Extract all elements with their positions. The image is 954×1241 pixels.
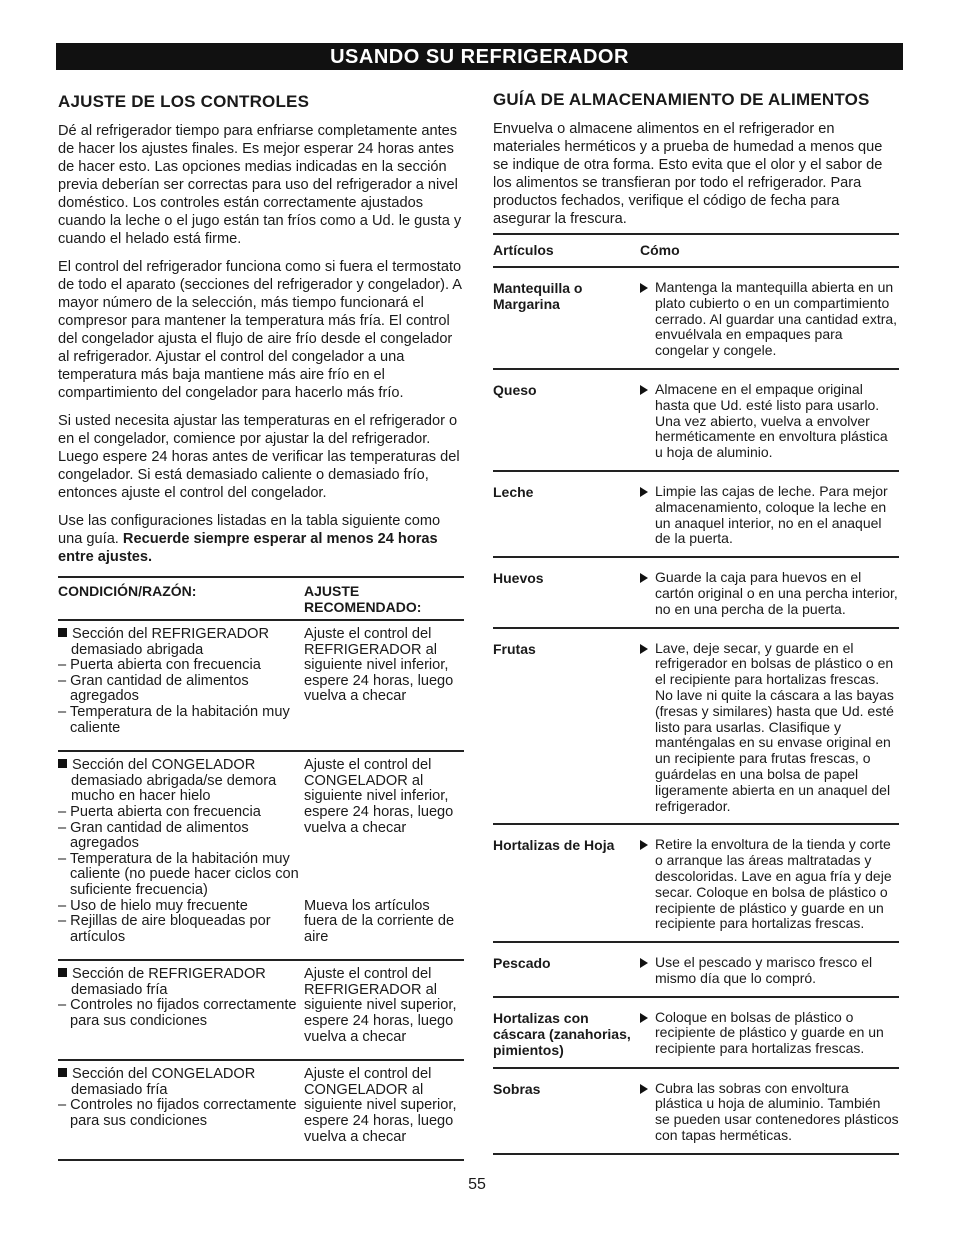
storage-instruction xyxy=(640,484,899,547)
table-row xyxy=(493,472,899,558)
condition-text: Sección de REFRIGERADOR demasiado fría xyxy=(71,966,266,998)
items-header: Artículos xyxy=(493,242,554,258)
condition-group xyxy=(58,1067,464,1145)
instruction-text: Use el pescado y marisco fresco el mismo día que lo compró. xyxy=(655,954,873,986)
condition-group xyxy=(58,899,464,946)
reason-line: – Gran cantidad de alimentos agregados xyxy=(58,819,249,852)
reason-line: – Controles no fijados correctamente para sus condiciones xyxy=(58,997,297,1030)
guide-note: Use las configuraciones listadas en la tabla siguiente como una guía. xyxy=(58,513,441,547)
storage-heading: GUÍA DE ALMACENAMIENTO DE ALIMENTOS xyxy=(493,90,870,109)
food-item: Frutas xyxy=(493,640,536,657)
storage-column xyxy=(493,90,899,1155)
controls-paragraph-1: Dé al refrigerador tiempo para enfriarse completamente antes de hacer los ajustes finales. Es mejor esperar 24 horas antes de hacer esto. Las opciones medias indicadas en la sección previa deberían ser correctas para uso del refrigerador a nivel doméstico. Los controles están correctamente ajustados cuando la leche o el jugo están tan fríos como a Ud. le gusta y cuando el helado está firme. xyxy=(58,123,462,247)
reason-line: – Gran cantidad de alimentos agregados xyxy=(58,672,249,705)
reason-line: – Temperatura de la habitación muy caliente xyxy=(58,703,290,736)
table-row xyxy=(493,943,899,998)
storage-instruction xyxy=(640,280,899,359)
wait-reminder: Recuerde siempre esperar al menos 24 horas entre ajustes. xyxy=(58,531,438,565)
table-row xyxy=(493,825,899,943)
controls-column xyxy=(58,90,464,1161)
condition-cell xyxy=(58,899,304,946)
triangle-bullet-icon xyxy=(640,1084,648,1094)
instruction-text: Retire la envoltura de la tienda y corte o arranque las áreas maltratadas y descoloridas. Lave en agua fría y deje secar. Coloque en bolsa de plástico o recipiente de plástico y guarde en un recipiente para hortalizas frescas. xyxy=(655,836,892,932)
food-item: Huevos xyxy=(493,570,544,587)
triangle-bullet-icon xyxy=(640,385,648,395)
square-bullet-icon xyxy=(58,628,67,637)
reason-line: – Uso de hielo muy frecuente xyxy=(58,897,248,914)
storage-instruction xyxy=(640,837,899,932)
triangle-bullet-icon xyxy=(640,840,648,850)
triangle-bullet-icon xyxy=(640,958,648,968)
condition-text: Sección del CONGELADOR demasiado abrigada/se demora mucho en hacer hielo xyxy=(71,757,277,805)
instruction-text: Guarde la caja para huevos en el cartón original o en una percha interior, no en una percha de la puerta. xyxy=(655,569,898,617)
storage-intro: Envuelva o almacene alimentos en el refrigerador en materiales herméticos y a prueba de humedad a menos que se indique de otra forma. Esto evita que el olor y el sabor de los alimentos se transfieran por todo el refrigerador. Para productos fechados, verifique el código de fecha para asegurar la frescura. xyxy=(493,121,883,227)
page-number: 55 xyxy=(468,1176,486,1193)
triangle-bullet-icon xyxy=(640,1013,648,1023)
table-row xyxy=(493,268,899,370)
table-row xyxy=(493,1069,899,1155)
setting-header: AJUSTE RECOMENDADO: xyxy=(304,583,422,615)
table-row xyxy=(493,370,899,472)
storage-instruction xyxy=(640,570,899,617)
table-row xyxy=(58,961,464,1061)
table-row xyxy=(493,998,899,1069)
condition-main xyxy=(58,1067,304,1098)
instruction-text: Cubra las sobras con envoltura plástica u hoja de aluminio. También se pueden usar contenedores plásticos con tapas herméticas. xyxy=(655,1079,899,1144)
food-item: Leche xyxy=(493,483,534,500)
recommended-setting: Mueva los artículos fuera de la corriente de aire xyxy=(304,897,455,945)
square-bullet-icon xyxy=(58,968,67,977)
storage-instruction xyxy=(640,955,899,987)
controls-table-header xyxy=(58,576,464,621)
condition-main xyxy=(58,627,304,658)
square-bullet-icon xyxy=(58,759,67,768)
instruction-text: Almacene en el empaque original hasta que Ud. esté listo para usarlo. Una vez abierto, vuelva a envolver herméticamente en envoltura plástica u hoja de aluminio. xyxy=(655,380,888,461)
storage-instruction xyxy=(640,1081,899,1144)
table-row xyxy=(493,558,899,628)
controls-paragraph-4 xyxy=(58,512,464,566)
condition-cell xyxy=(58,1067,304,1145)
recommended-setting: Ajuste el control del CONGELADOR al siguiente nivel superior, espere 24 horas, luego vuelva a checar xyxy=(304,1066,457,1145)
food-item: Pescado xyxy=(493,955,551,972)
storage-instruction xyxy=(640,382,899,461)
condition-group xyxy=(58,627,464,736)
table-row xyxy=(58,1061,464,1161)
food-item: Sobras xyxy=(493,1080,541,1097)
food-item: Hortalizas con cáscara (zanahorias, pimientos) xyxy=(493,1009,631,1058)
instruction-text: Coloque en bolsas de plástico o recipiente de plástico y guarde en un recipiente para hortalizas frescas. xyxy=(655,1008,884,1057)
food-item: Mantequilla o Margarina xyxy=(493,280,583,312)
storage-table-body xyxy=(493,268,899,1155)
triangle-bullet-icon xyxy=(640,573,648,583)
instruction-text: Limpie las cajas de leche. Para mejor almacenamiento, coloque la leche en un anaquel interior, no en el anaquel de la puerta. xyxy=(655,482,888,547)
condition-group xyxy=(58,967,464,1045)
section-banner: USANDO SU REFRIGERADOR xyxy=(56,43,903,70)
table-row xyxy=(493,629,899,826)
how-header: Cómo xyxy=(640,242,680,258)
reason-line: – Puerta abierta con frecuencia xyxy=(58,803,261,820)
reason-line: – Temperatura de la habitación muy caliente (no puede hacer ciclos con suficiente frecuencia) xyxy=(58,850,299,898)
reason-line: – Puerta abierta con frecuencia xyxy=(58,657,261,674)
storage-table-header xyxy=(493,233,899,268)
controls-heading: AJUSTE DE LOS CONTROLES xyxy=(58,92,310,111)
condition-main xyxy=(58,967,304,998)
triangle-bullet-icon xyxy=(640,283,648,293)
storage-instruction xyxy=(640,641,899,815)
condition-cell xyxy=(58,627,304,736)
recommended-setting: Ajuste el control del REFRIGERADOR al siguiente nivel inferior, espere 24 horas, luego vuelva a checar xyxy=(304,626,454,705)
condition-group xyxy=(58,758,464,898)
instruction-text: Lave, deje secar, y guarde en el refrigerador en bolsas de plástico o en el recipiente para hortalizas frescas. No lave ni quite la cáscara a las bayas (fresas y similares) hasta que Ud. esté listo para usarlas. Clasifique y manténgalas en su envase original en un recipiente para frutas frescas, o guárdelas en una bolsa de papel ligeramente abierta en un anaquel del refrigerador. xyxy=(655,639,894,814)
square-bullet-icon xyxy=(58,1068,67,1077)
storage-instruction xyxy=(640,1010,899,1058)
triangle-bullet-icon xyxy=(640,487,648,497)
controls-paragraph-3: Si usted necesita ajustar las temperaturas en el refrigerador o en el congelador, comience por ajustar la del refrigerador. Luego espere 24 horas antes de verificar las temperaturas del congelador. Si está demasiado caliente o demasiado frío, entonces ajuste el control del congelador. xyxy=(58,413,460,501)
instruction-text: Mantenga la mantequilla abierta en un plato cubierto o en un compartimiento cerrado. Al guardar una cantidad extra, envuélvala en empaques para congelar y congele. xyxy=(655,279,898,359)
condition-header: CONDICIÓN/RAZÓN: xyxy=(58,583,197,599)
condition-text: Sección del CONGELADOR demasiado fría xyxy=(71,1066,256,1098)
table-row xyxy=(58,752,464,961)
reason-line: – Rejillas de aire bloqueadas por artículos xyxy=(58,913,271,945)
condition-main xyxy=(58,758,304,805)
controls-table-body xyxy=(58,621,464,1161)
food-item: Hortalizas de Hoja xyxy=(493,837,615,854)
reason-line: – Controles no fijados correctamente para sus condiciones xyxy=(58,1097,297,1130)
triangle-bullet-icon xyxy=(640,644,648,654)
table-row xyxy=(58,621,464,752)
recommended-setting: Ajuste el control del REFRIGERADOR al siguiente nivel superior, espere 24 horas, luego vuelva a checar xyxy=(304,966,457,1045)
condition-cell xyxy=(58,967,304,1045)
condition-text: Sección del REFRIGERADOR demasiado abrigada xyxy=(71,626,270,658)
recommended-setting: Ajuste el control del CONGELADOR al siguiente nivel inferior, espere 24 horas, luego vuelva a checar xyxy=(304,757,454,836)
food-item: Queso xyxy=(493,381,537,398)
controls-paragraph-2: El control del refrigerador funciona como si fuera el termostato de todo el aparato (secciones del refrigerador y congelador). A mayor número de la selección, más tiempo funcionará el compresor para mantener la temperatura más fría. El control del congelador ajusta el flujo de aire frío desde el congelador al refrigerador. Ajustar el control del congelador a una temperatura más baja mantiene más aire frío en el compartimiento del congelador para hacerlo más frío. xyxy=(58,259,462,401)
condition-cell xyxy=(58,758,304,898)
